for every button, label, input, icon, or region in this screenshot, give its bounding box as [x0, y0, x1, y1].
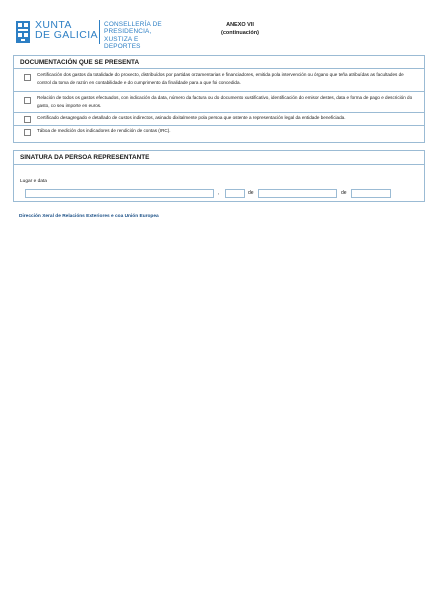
- place-field[interactable]: [25, 189, 214, 198]
- document-item-text: Certificado desagregado e detallado de custos indirectos, asinado dixitalmente pola persoa que ostente a representación legal da entidade beneficiada.: [37, 115, 346, 120]
- document-item-text: Táboa de medición dos indicadores de rendición de contas (IRC).: [37, 128, 171, 133]
- comma-separator: ,: [218, 190, 220, 196]
- document-checkbox[interactable]: [24, 129, 31, 136]
- logo-wordmark: [35, 20, 98, 40]
- document-checkbox[interactable]: [24, 97, 31, 104]
- logo-galicia-text: DE GALICIA: [35, 29, 98, 41]
- galicia-emblem-icon: [16, 21, 30, 43]
- place-date-label: Lugar e data: [20, 179, 47, 184]
- item-divider: [14, 125, 424, 126]
- department-line: CONSELLERÍA DE: [104, 21, 162, 28]
- documentation-title: DOCUMENTACIÓN QUE SE PRESENTA: [20, 59, 140, 66]
- issuing-department: Dirección Xeral de Relacións Exteriores e coa Unión Europea: [19, 214, 159, 219]
- section-divider: [14, 164, 424, 165]
- month-field[interactable]: [258, 189, 337, 198]
- signature-title: SINATURA DA PERSOA REPRESENTANTE: [20, 154, 150, 161]
- logo-divider: [99, 20, 100, 44]
- document-checkbox[interactable]: [24, 116, 31, 123]
- department-line: PRESIDENCIA,: [104, 28, 152, 36]
- logo-xunta-text: XUNTA: [35, 19, 72, 31]
- document-checkbox[interactable]: [24, 74, 31, 81]
- item-divider: [14, 91, 424, 92]
- item-divider: [14, 112, 424, 113]
- documentation-section: [13, 55, 425, 143]
- document-item-text: Certificación dos gastos da totalidade do proxecto, distribuídos por partidas orzamentarias e financiadores, emitida pola intervención ou órgano que teña atribuídas as facultades de control da toma de razón en contabilidade e do cumprimento da finalidade para a que foi concedida.: [37, 72, 404, 85]
- annex-title: ANEXO VII: [226, 22, 254, 28]
- de-separator: de: [341, 190, 347, 196]
- xunta-de-galicia-logo: [16, 19, 176, 51]
- annex-subtitle: (continuación): [221, 30, 259, 36]
- department-line: XUSTIZA E DEPORTES: [104, 35, 141, 51]
- section-divider: [14, 68, 424, 69]
- department-name: [104, 21, 176, 51]
- document-item-text: Relación de todos os gastos efectuados, con indicación da data, número da factura ou do documento xustificativo, identificación do emisor destes, data e forma de pago e descrición do gasto, co seu importe en euros.: [37, 95, 413, 108]
- de-separator: de: [248, 190, 254, 196]
- year-field[interactable]: [351, 189, 391, 198]
- signature-section: [13, 150, 425, 202]
- day-field[interactable]: [225, 189, 245, 198]
